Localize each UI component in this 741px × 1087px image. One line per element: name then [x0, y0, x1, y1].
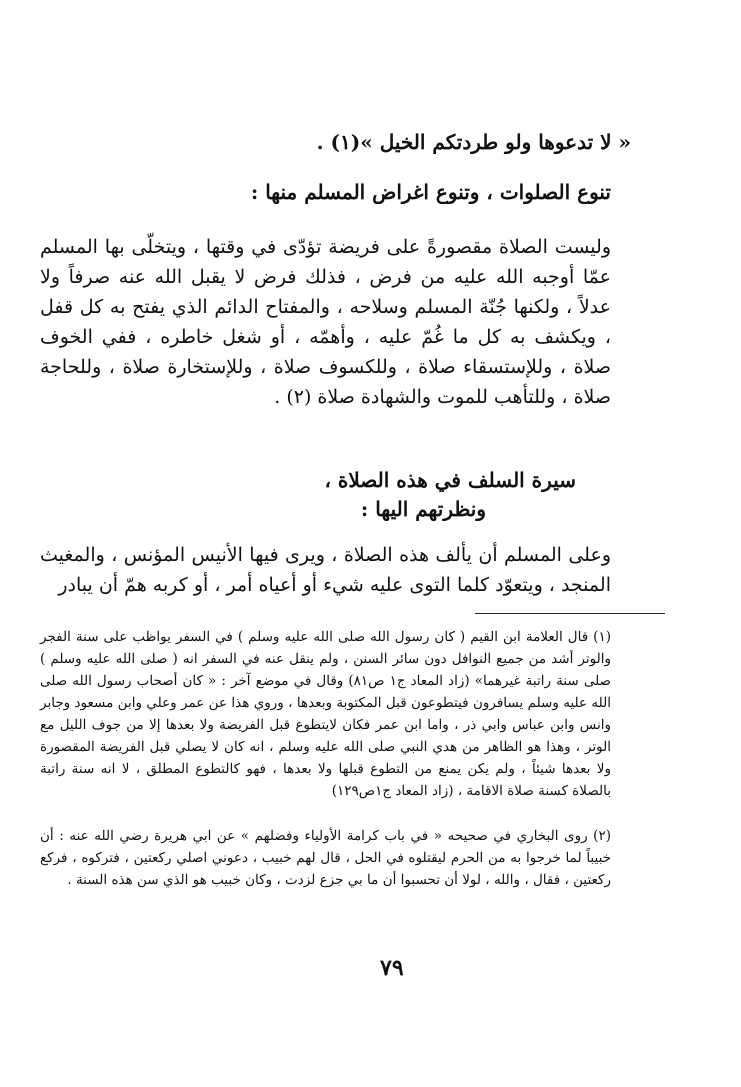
paragraph-salaf: وعلى المسلم أن يألف هذه الصلاة ، ويرى فيها الأنيس المؤنس ، والمغيث المنجد ، ويتعوّد كلما التوى عليه شيء أو أعياه أمر ، أو كربه همّ أن يبادر	[40, 544, 611, 596]
paragraph-prayer-types: وليست الصلاة مقصورةً على فريضة تؤدّى في وقتها ، ويتخلّى بها المسلم عمّا أوجبه الله عليه من فرض ، فذلك فرض لا يقبل الله عنه صرفاً ولا عدلاً ، ولكنها جُنّة المسلم وسلاحه ، والمفتاح الدائم الذي يفتح به كل قفل ، ويكشف به كل ما غُمّ عليه ، وأهمّه ، أو شغل خاطره ، ففي الخوف صلاة ، وللإستسقاء صلاة ، وللكسوف صلاة ، وللإستخارة صلاة ، وللحاجة صلاة ، وللتأهب للموت والشهادة صلاة (٢) .	[40, 236, 611, 408]
page-number: ٧٩	[380, 955, 404, 981]
footnote-1: (١) قال العلامة ابن القيم ( كان رسول الله صلى الله عليه وسلم ) في السفر يواظب على سنة الفجر والوتر أشد من جميع النوافل دون سائر السنن ، ولم ينقل عنه في السفر انه ( صلى الله عليه وسلم ) صلى سنة راتبة غيرهما» (زاد المعاد ج١ ص٨١) وقال في موضع آخر : « كان أصحاب رسول الله صلى الله عليه وسلم يسافرون فيتطوعون قبل المكتوبة وبعدها ، وروي هذا عن عمر وعلي وابن مسعود وجابر وانس وابن عباس وابي ذر ، واما ابن عمر فكان لايتطوع قبل الفريضة ولا بعدها إلا من جوف الليل مع الوتر ، وهذا هو الظاهر من هدي النبي صلى الله عليه وسلم ، انه كان لا يصلي قبل الفريضة المقصورة ولا بعدها شيئاً ، ولم يكن يمنع من التطوع قبلها ولا بعدها ، فهو كالتطوع المطلق ، لا انه سنة راتبة بالصلاة كسنة صلاة الاقامة ، (زاد المعاد ج١ص١٢٩)	[40, 629, 611, 799]
section-heading-prayer-types: تنوع الصلوات ، وتنوع اغراض المسلم منها :	[250, 180, 611, 204]
section-heading-salaf-view: ونظرتهم اليها :	[360, 497, 486, 521]
footnote-2: (٢) روى البخاري في صحيحه « في باب كرامة الأولياء وفضلهم » عن ابي هريرة رضي الله عنه : أن خبيباً لما خرجوا به من الحرم ليقتلوه في الحل ، قال لهم خبيب ، دعوني اصلي ركعتين ، فتركوه ، فركع ركعتين ، فقال ، والله ، لولا أن تحسبوا أن ما بي جزع لزدت ، وكان خبيب هو الذي سن هذه السنة .	[40, 828, 611, 888]
hadith-quote: « لا تدعوها ولو طردتكم الخيل »(١) .	[316, 130, 631, 154]
section-heading-salaf: سيرة السلف في هذه الصلاة ،	[324, 468, 576, 492]
footnote-divider	[475, 613, 665, 614]
